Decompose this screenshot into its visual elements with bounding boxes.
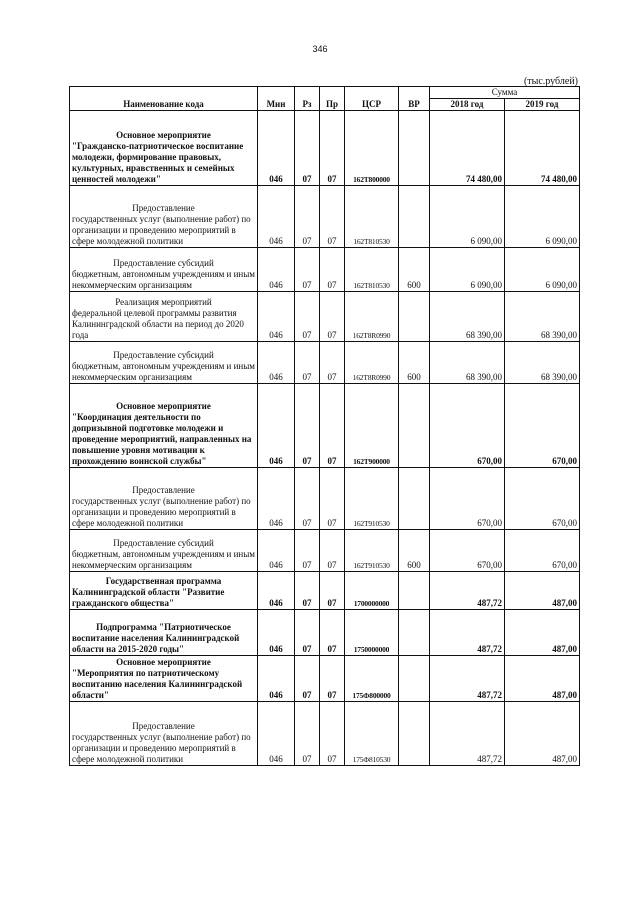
row-name-first: Основное мероприятие [116, 401, 211, 411]
row-vr [399, 656, 430, 702]
table-row [70, 111, 580, 186]
row-name-first: Предоставление [132, 485, 195, 495]
row-pr: 07 [320, 656, 345, 702]
row-rz: 07 [295, 530, 320, 572]
row-rz: 07 [295, 248, 320, 292]
row-rz: 07 [295, 186, 320, 248]
row-pr: 07 [320, 111, 345, 186]
row-vr [399, 610, 430, 656]
table-row [70, 468, 580, 530]
header-2019: 2019 год [505, 99, 580, 111]
row-name [70, 610, 258, 656]
row-name-rest: государственных услуг (выполнение работ) по организации и проведению мероприятий в сфере молодежной политики [72, 214, 251, 246]
row-csr: 162Т810530 [345, 186, 399, 248]
row-name [70, 656, 258, 702]
row-pr: 07 [320, 572, 345, 610]
row-vr [399, 468, 430, 530]
row-name [70, 468, 258, 530]
row-name [70, 530, 258, 572]
table-row [70, 342, 580, 384]
row-2018: 68 390,00 [430, 292, 505, 342]
table-row [70, 702, 580, 766]
row-pr: 07 [320, 186, 345, 248]
row-vr [399, 384, 430, 468]
table-row [70, 384, 580, 468]
row-2019: 487,00 [505, 656, 580, 702]
row-name-first: Подпрограмма "Патриотическое [96, 622, 231, 632]
row-min: 046 [258, 186, 295, 248]
row-name-rest: государственных услуг (выполнение работ) по организации и проведению мероприятий в сфере молодежной политики [72, 496, 251, 528]
row-min: 046 [258, 656, 295, 702]
row-name [70, 572, 258, 610]
row-min: 046 [258, 610, 295, 656]
table-row [70, 186, 580, 248]
row-csr: 162Т810530 [345, 248, 399, 292]
table-row [70, 656, 580, 702]
row-2019: 6 090,00 [505, 248, 580, 292]
row-csr: 175Ф810530 [345, 702, 399, 766]
row-2018: 487,72 [430, 572, 505, 610]
row-csr: 162Т910530 [345, 530, 399, 572]
row-min: 046 [258, 702, 295, 766]
row-min: 046 [258, 248, 295, 292]
row-csr: 1750000000 [345, 610, 399, 656]
header-2018: 2018 год [430, 99, 505, 111]
row-name-first: Предоставление [132, 721, 195, 731]
row-rz: 07 [295, 111, 320, 186]
row-rz: 07 [295, 610, 320, 656]
row-min: 046 [258, 342, 295, 384]
row-vr [399, 292, 430, 342]
row-csr: 162Т8R0990 [345, 342, 399, 384]
row-name [70, 111, 258, 186]
row-2018: 6 090,00 [430, 186, 505, 248]
row-name-first: Реализация мероприятий [115, 297, 212, 307]
budget-table [69, 86, 580, 766]
row-min: 046 [258, 572, 295, 610]
row-name-first: Предоставление субсидий [113, 538, 214, 548]
table-row [70, 292, 580, 342]
row-min: 046 [258, 111, 295, 186]
row-csr: 175Ф800000 [345, 656, 399, 702]
row-rz: 07 [295, 292, 320, 342]
table-row [70, 610, 580, 656]
row-pr: 07 [320, 342, 345, 384]
row-csr: 1700000000 [345, 572, 399, 610]
header-name: Наименование кода [70, 87, 258, 111]
row-vr: 600 [399, 342, 430, 384]
row-2018: 74 480,00 [430, 111, 505, 186]
row-name-first: Государственная программа [105, 576, 222, 586]
page-number: 346 [312, 44, 328, 54]
row-name [70, 292, 258, 342]
row-name-first: Основное мероприятие [116, 130, 211, 140]
row-name-rest: "Мероприятия по патриотическому воспитанию населения Калининградской области" [72, 668, 243, 700]
header-rz: Рз [295, 87, 320, 111]
row-2019: 670,00 [505, 468, 580, 530]
row-2019: 670,00 [505, 530, 580, 572]
units-label: (тыс.рублей) [523, 76, 578, 87]
header-csr: ЦСР [345, 87, 399, 111]
row-2019: 487,00 [505, 702, 580, 766]
row-name [70, 248, 258, 292]
row-pr: 07 [320, 248, 345, 292]
row-2019: 74 480,00 [505, 111, 580, 186]
row-min: 046 [258, 530, 295, 572]
row-rz: 07 [295, 384, 320, 468]
row-name-rest: бюджетным, автономным учреждениям и иным некоммерческим организациям [72, 269, 255, 290]
row-2019: 487,00 [505, 610, 580, 656]
row-2018: 68 390,00 [430, 342, 505, 384]
row-rz: 07 [295, 702, 320, 766]
row-min: 046 [258, 468, 295, 530]
row-min: 046 [258, 384, 295, 468]
row-min: 046 [258, 292, 295, 342]
header-pr: Пр [320, 87, 345, 111]
row-name-rest: "Гражданско-патриотическое воспитание молодежи, формирование правовых, культурных, нравственных и семейных ценностей молодежи" [72, 141, 244, 184]
row-2018: 670,00 [430, 530, 505, 572]
row-name-rest: "Координация деятельности по допризывной подготовке молодежи и проведение мероприятий, направленных на повышение уровня мотивации к прохождению воинской службы" [72, 412, 252, 466]
row-2018: 670,00 [430, 468, 505, 530]
row-2018: 670,00 [430, 384, 505, 468]
row-name-rest: Калининградской области "Развитие гражданского общества" [72, 587, 225, 608]
row-rz: 07 [295, 656, 320, 702]
row-rz: 07 [295, 572, 320, 610]
header-sum: Сумма [430, 87, 580, 99]
row-name-rest: воспитание населения Калининградской области на 2015-2020 годы" [72, 633, 240, 654]
row-vr: 600 [399, 248, 430, 292]
row-pr: 07 [320, 292, 345, 342]
row-2019: 670,00 [505, 384, 580, 468]
row-vr: 600 [399, 530, 430, 572]
row-vr [399, 186, 430, 248]
row-rz: 07 [295, 342, 320, 384]
table-row [70, 530, 580, 572]
row-2018: 6 090,00 [430, 248, 505, 292]
row-2019: 487,00 [505, 572, 580, 610]
row-name-rest: бюджетным, автономным учреждениям и иным некоммерческим организациям [72, 549, 255, 570]
row-name-rest: федеральной целевой программы развития Калининградской области на период до 2020 года [72, 308, 244, 340]
row-2019: 68 390,00 [505, 292, 580, 342]
table-body [70, 111, 580, 766]
row-name-rest: бюджетным, автономным учреждениям и иным некоммерческим организациям [72, 361, 255, 382]
row-csr: 162Т910530 [345, 468, 399, 530]
row-pr: 07 [320, 530, 345, 572]
row-vr [399, 111, 430, 186]
row-name [70, 384, 258, 468]
row-pr: 07 [320, 610, 345, 656]
row-2018: 487,72 [430, 656, 505, 702]
row-name-first: Предоставление [132, 203, 195, 213]
row-pr: 07 [320, 468, 345, 530]
row-2019: 6 090,00 [505, 186, 580, 248]
row-name [70, 342, 258, 384]
row-name-rest: государственных услуг (выполнение работ) по организации и проведению мероприятий в сфере молодежной политики [72, 732, 251, 764]
row-csr: 162Т8R0990 [345, 292, 399, 342]
header-vr: ВР [399, 87, 430, 111]
row-2019: 68 390,00 [505, 342, 580, 384]
row-name [70, 186, 258, 248]
row-2018: 487,72 [430, 702, 505, 766]
row-name-first: Основное мероприятие [116, 657, 211, 667]
row-2018: 487,72 [430, 610, 505, 656]
table-row [70, 572, 580, 610]
row-csr: 162Т900000 [345, 384, 399, 468]
header-min: Мин [258, 87, 295, 111]
row-pr: 07 [320, 702, 345, 766]
row-name-first: Предоставление субсидий [113, 350, 214, 360]
row-name-first: Предоставление субсидий [113, 258, 214, 268]
row-rz: 07 [295, 468, 320, 530]
row-name [70, 702, 258, 766]
row-pr: 07 [320, 384, 345, 468]
table-row [70, 248, 580, 292]
row-vr [399, 702, 430, 766]
row-vr [399, 572, 430, 610]
row-csr: 162Т800000 [345, 111, 399, 186]
